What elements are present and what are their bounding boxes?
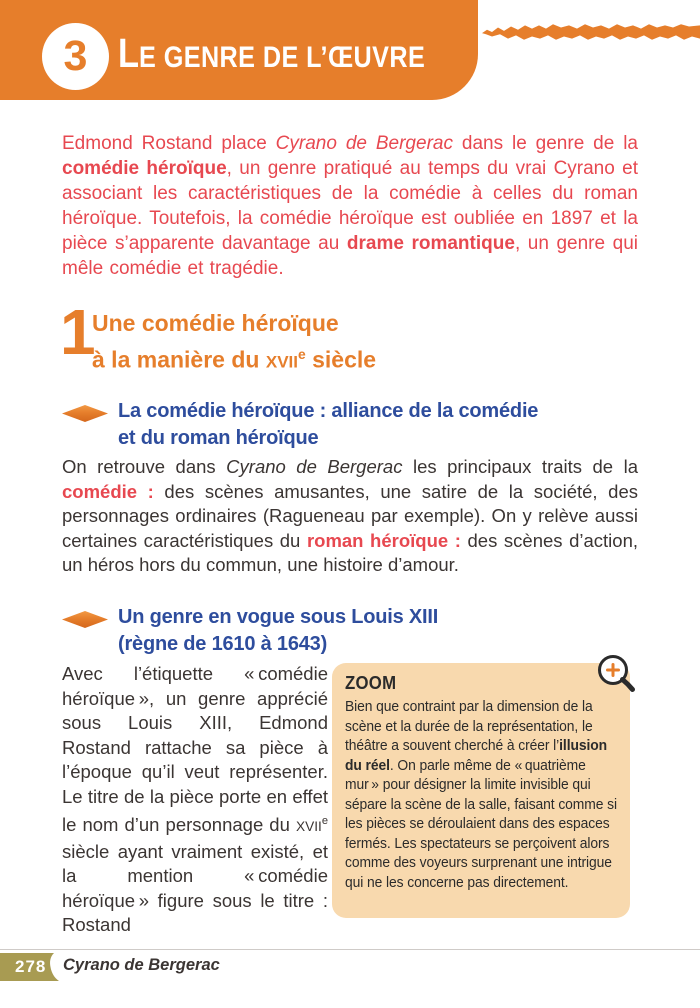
intro-paragraph: Edmond Rostand place Cyrano de Bergerac dans le genre de la comédie héroïque, un genre pratiqué au temps du vrai Cyrano et associant les caractéristiques de la comédie à celles du roman héroïque. Toutefois, la comédie héroïque est oubliée en 1897 et la pièce s’apparente davantage au drame romantique, un genre qui mêle comédie et tragédie.	[62, 133, 639, 279]
footer-book-title: Cyrano de Bergerac	[63, 956, 220, 974]
diamond-bullet-icon	[62, 611, 108, 628]
footer-rule	[0, 949, 700, 950]
left-column-paragraph: Avec l’étiquette « comédie héroïque », un genre apprécié sous Louis XIII, Edmond Rostand rattache sa pièce à l’époque qu’il veut représenter. Le titre de la pièce porte en effet le nom d’un personnage du XVIIe siècle ayant vraiment existé, et la mention « comédie héroïque » figure sous le titre : Rostand	[62, 663, 328, 936]
magnifier-icon	[596, 652, 642, 698]
zoom-box-text: Bien que contraint par la dimension de la scène et la durée de la représentation, le théâtre a souvent cherché à créer l’illusion du réel. On parle même de « quatrième mur » pour désigner la limite invisible qui sépare la scène de la salle, faisant comme si les pièces se déroulaient dans des espaces fermés. Les spectateurs se perçoivent alors comme des voyeurs surprenant une intrigue qui ne les concerne pas directement.	[345, 698, 617, 891]
subheading-comedie-heroique	[62, 398, 618, 452]
banner-shape	[0, 0, 478, 100]
section-number: 1	[60, 296, 96, 368]
page-number: 278	[15, 957, 47, 976]
zoom-box	[332, 663, 630, 918]
torn-paper-edge	[482, 22, 700, 42]
chapter-number-badge	[42, 23, 109, 90]
section-title-line1: Une comédie héroïque	[92, 310, 339, 336]
subheading-text: La comédie héroïque : alliance de la comédie et du roman héroïque	[118, 400, 539, 449]
section-title	[92, 308, 376, 378]
subheading-text: Un genre en vogue sous Louis XIII (règne de 1610 à 1643)	[118, 606, 439, 655]
subheading-genre-en-vogue	[62, 604, 618, 658]
body-paragraph: On retrouve dans Cyrano de Bergerac les principaux traits de la comédie : des scènes amusantes, une satire de la société, des personnages ordinaires (Ragueneau par exemple). On y relève aussi certaines caractéristiques du roman héroïque : des scènes d’action, un héros hors du commun, une histoire d’amour.	[62, 456, 638, 575]
diamond-bullet-icon	[62, 405, 108, 422]
section-title-line2: à la manière du XVIIe siècle	[92, 346, 377, 373]
zoom-box-title: ZOOM	[345, 673, 397, 693]
chapter-title: LE GENRE DE L’ŒUVRE	[118, 30, 426, 76]
chapter-number: 3	[63, 32, 88, 80]
